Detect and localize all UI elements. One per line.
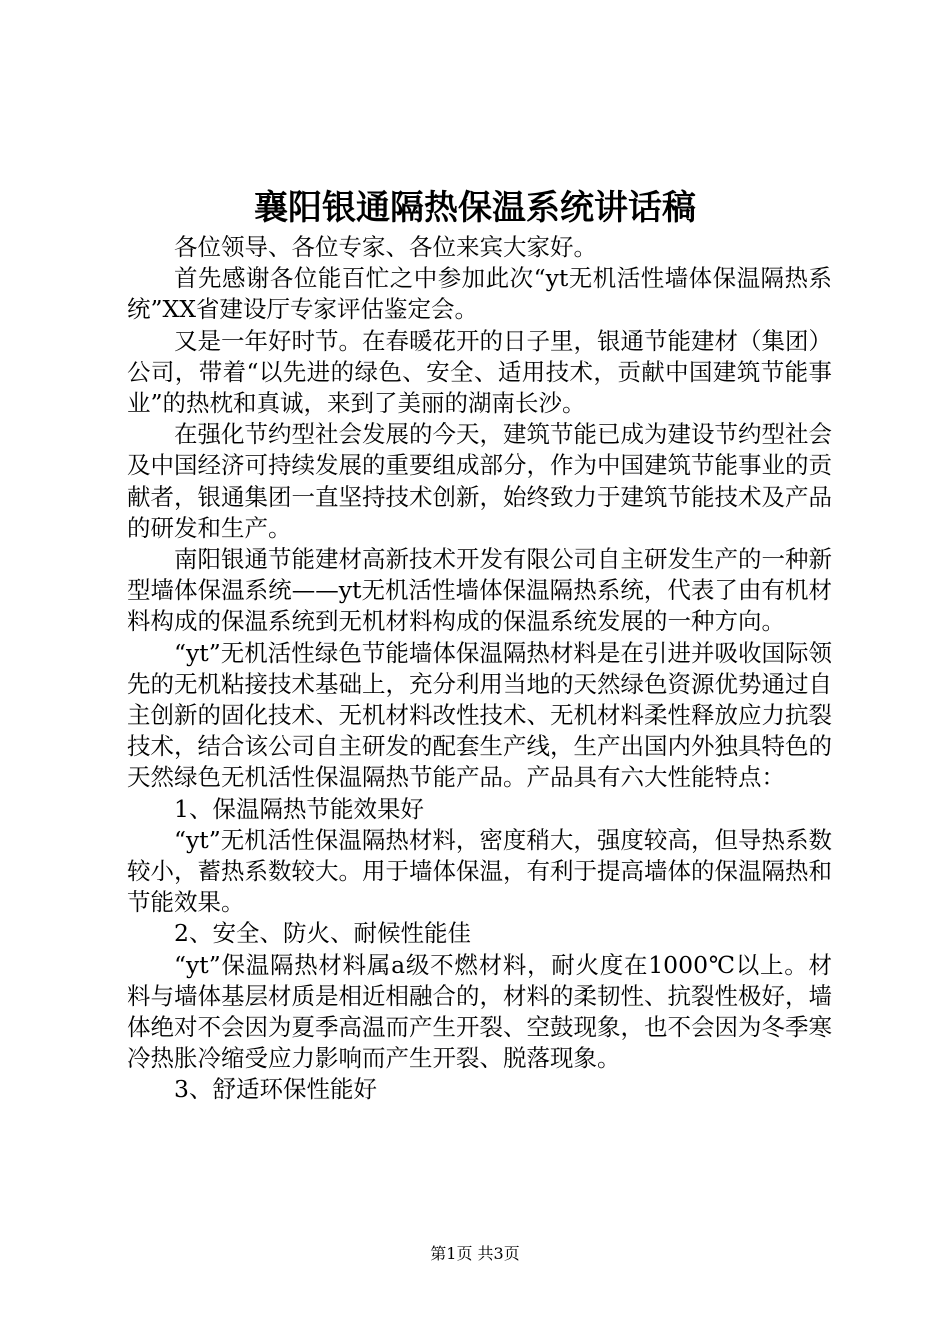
paragraph-season: 又是一年好时节。在春暖花开的日子里，银通节能建材（集团）公司，带着“以先进的绿色、安全、适用技术，贡献中国建筑节能事业”的热枕和真诚，来到了美丽的湖南长沙。 bbox=[127, 326, 832, 418]
paragraph-energy-saving: 在强化节约型社会发展的今天，建筑节能已成为建设节约型社会及中国经济可持续发展的重要组成部分，作为中国建筑节能事业的贡献者，银通集团一直坚持技术创新，始终致力于建筑节能技术及产品的研发和生产。 bbox=[127, 420, 832, 542]
page-footer: 第1页 共3页 bbox=[430, 1244, 520, 1263]
feature-text-2: “yt”保温隔热材料属a级不燃材料，耐火度在1000℃以上。材料与墙体基层材质是相近相融合的，材料的柔韧性、抗裂性极好，墙体绝对不会因为夏季高温而产生开裂、空鼓现象，也不会因为冬季寒冷热胀冷缩受应力影响而产生开裂、脱落现象。 bbox=[127, 950, 832, 1073]
paragraph-new-system: 南阳银通节能建材高新技术开发有限公司自主研发生产的一种新型墙体保温系统——yt无机活性墙体保温隔热系统，代表了由有机材料构成的保温系统到无机材料构成的保温系统发展的一种方向。 bbox=[127, 545, 832, 636]
paragraph-material-intro: “yt”无机活性绿色节能墙体保温隔热材料是在引进并吸收国际领先的无机粘接技术基础上，充分利用当地的天然绿色资源优势通过自主创新的固化技术、无机材料改性技术、无机材料柔性释放应力抗裂技术，结合该公司自主研发的配套生产线，生产出国内外独具特色的天然绿色无机活性保温隔热节能产品。产品具有六大性能特点： bbox=[127, 638, 832, 792]
document-body bbox=[127, 232, 832, 1106]
paragraph-thanks: 首先感谢各位能百忙之中参加此次“yt无机活性墙体保温隔热系统”XX省建设厅专家评估鉴定会。 bbox=[127, 264, 832, 324]
paragraph-greeting: 各位领导、各位专家、各位来宾大家好。 bbox=[174, 233, 597, 261]
feature-text-1: “yt”无机活性保温隔热材料，密度稍大，强度较高，但导热系数较小，蓄热系数较大。用于墙体保温，有利于提高墙体的保温隔热和节能效果。 bbox=[127, 825, 832, 917]
feature-heading-2: 2、安全、防火、耐候性能佳 bbox=[174, 919, 471, 948]
document-title: 襄阳银通隔热保温系统讲话稿 bbox=[254, 188, 696, 228]
feature-heading-3: 3、舒适环保性能好 bbox=[174, 1075, 377, 1104]
feature-heading-1: 1、保温隔热节能效果好 bbox=[174, 794, 424, 823]
